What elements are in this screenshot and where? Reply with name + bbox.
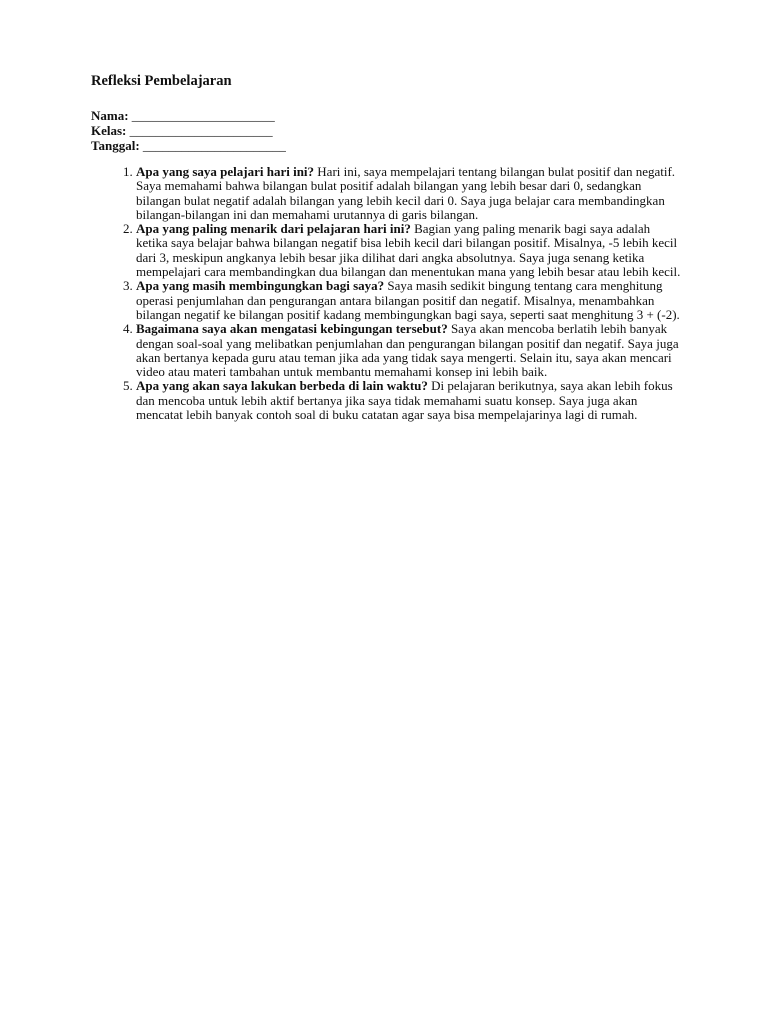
name-field xyxy=(91,108,681,123)
answer-text: Di pelajaran berikutnya, saya akan lebih fokus dan mencoba untuk lebih aktif bertanya jika saya tidak memahami suatu konsep. Saya juga akan mencatat lebih banyak contoh soal di buku catatan agar saya bisa mempelajarinya lagi di rumah. xyxy=(136,378,673,423)
answer-text: Saya masih sedikit bingung tentang cara menghitung operasi penjumlahan dan pengurangan antara bilangan positif dan negatif. Misalnya, menambahkan bilangan negatif ke bilangan positif kadang membingungkan bagi saya, seperti saat menghitung 3 + (-2). xyxy=(136,278,680,322)
question-text: Apa yang saya pelajari hari ini? xyxy=(136,164,315,179)
date-label: Tanggal: xyxy=(91,138,140,153)
date-field xyxy=(91,138,681,153)
class-blank-line: ______________________ xyxy=(129,123,273,138)
document-page xyxy=(91,72,681,422)
reflection-list xyxy=(91,165,681,422)
student-info-fields xyxy=(91,108,681,153)
list-item xyxy=(136,222,681,279)
answer-text: Hari ini, saya mempelajari tentang bilangan bulat positif dan negatif. Saya memahami bahwa bilangan bulat positif adalah bilangan yang lebih besar dari 0, sedangkan bilangan bulat negatif adalah bilangan yang lebih kecil dari 0. Saya juga belajar cara membandingkan bilangan-bilangan ini dan memahami urutannya di garis bilangan. xyxy=(136,164,676,222)
date-blank-line: ______________________ xyxy=(142,138,286,153)
class-label: Kelas: xyxy=(91,123,127,138)
name-blank-line: ______________________ xyxy=(131,108,275,123)
answer-text: Bagian yang paling menarik bagi saya adalah ketika saya belajar bahwa bilangan negatif bisa lebih kecil dari bilangan positif. Misalnya, -5 lebih kecil dari 3, meskipun angkanya lebih besar jika dilihat dari angka absolutnya. Saya juga senang ketika mempelajari cara membandingkan dua bilangan dan menentukan mana yang lebih besar atau lebih kecil. xyxy=(136,221,681,280)
name-label: Nama: xyxy=(91,108,129,123)
list-item xyxy=(136,322,681,379)
answer-text: Saya akan mencoba berlatih lebih banyak dengan soal-soal yang melibatkan penjumlahan dan pengurangan bilangan positif dan negatif. Saya juga akan bertanya kepada guru atau teman jika ada yang tidak saya mengerti. Selain itu, saya akan mencari video atau materi tambahan untuk membantu memahami konsep ini lebih baik. xyxy=(136,321,679,380)
question-text: Bagaimana saya akan mengatasi kebingungan tersebut? xyxy=(136,321,448,337)
question-text: Apa yang masih membingungkan bagi saya? xyxy=(136,278,385,294)
document-title: Refleksi Pembelajaran xyxy=(91,73,232,89)
question-text: Apa yang paling menarik dari pelajaran hari ini? xyxy=(136,221,411,237)
class-field xyxy=(91,123,681,138)
list-item xyxy=(136,279,681,322)
list-item xyxy=(136,379,681,422)
question-text: Apa yang akan saya lakukan berbeda di lain waktu? xyxy=(136,378,428,394)
list-item xyxy=(136,165,681,222)
